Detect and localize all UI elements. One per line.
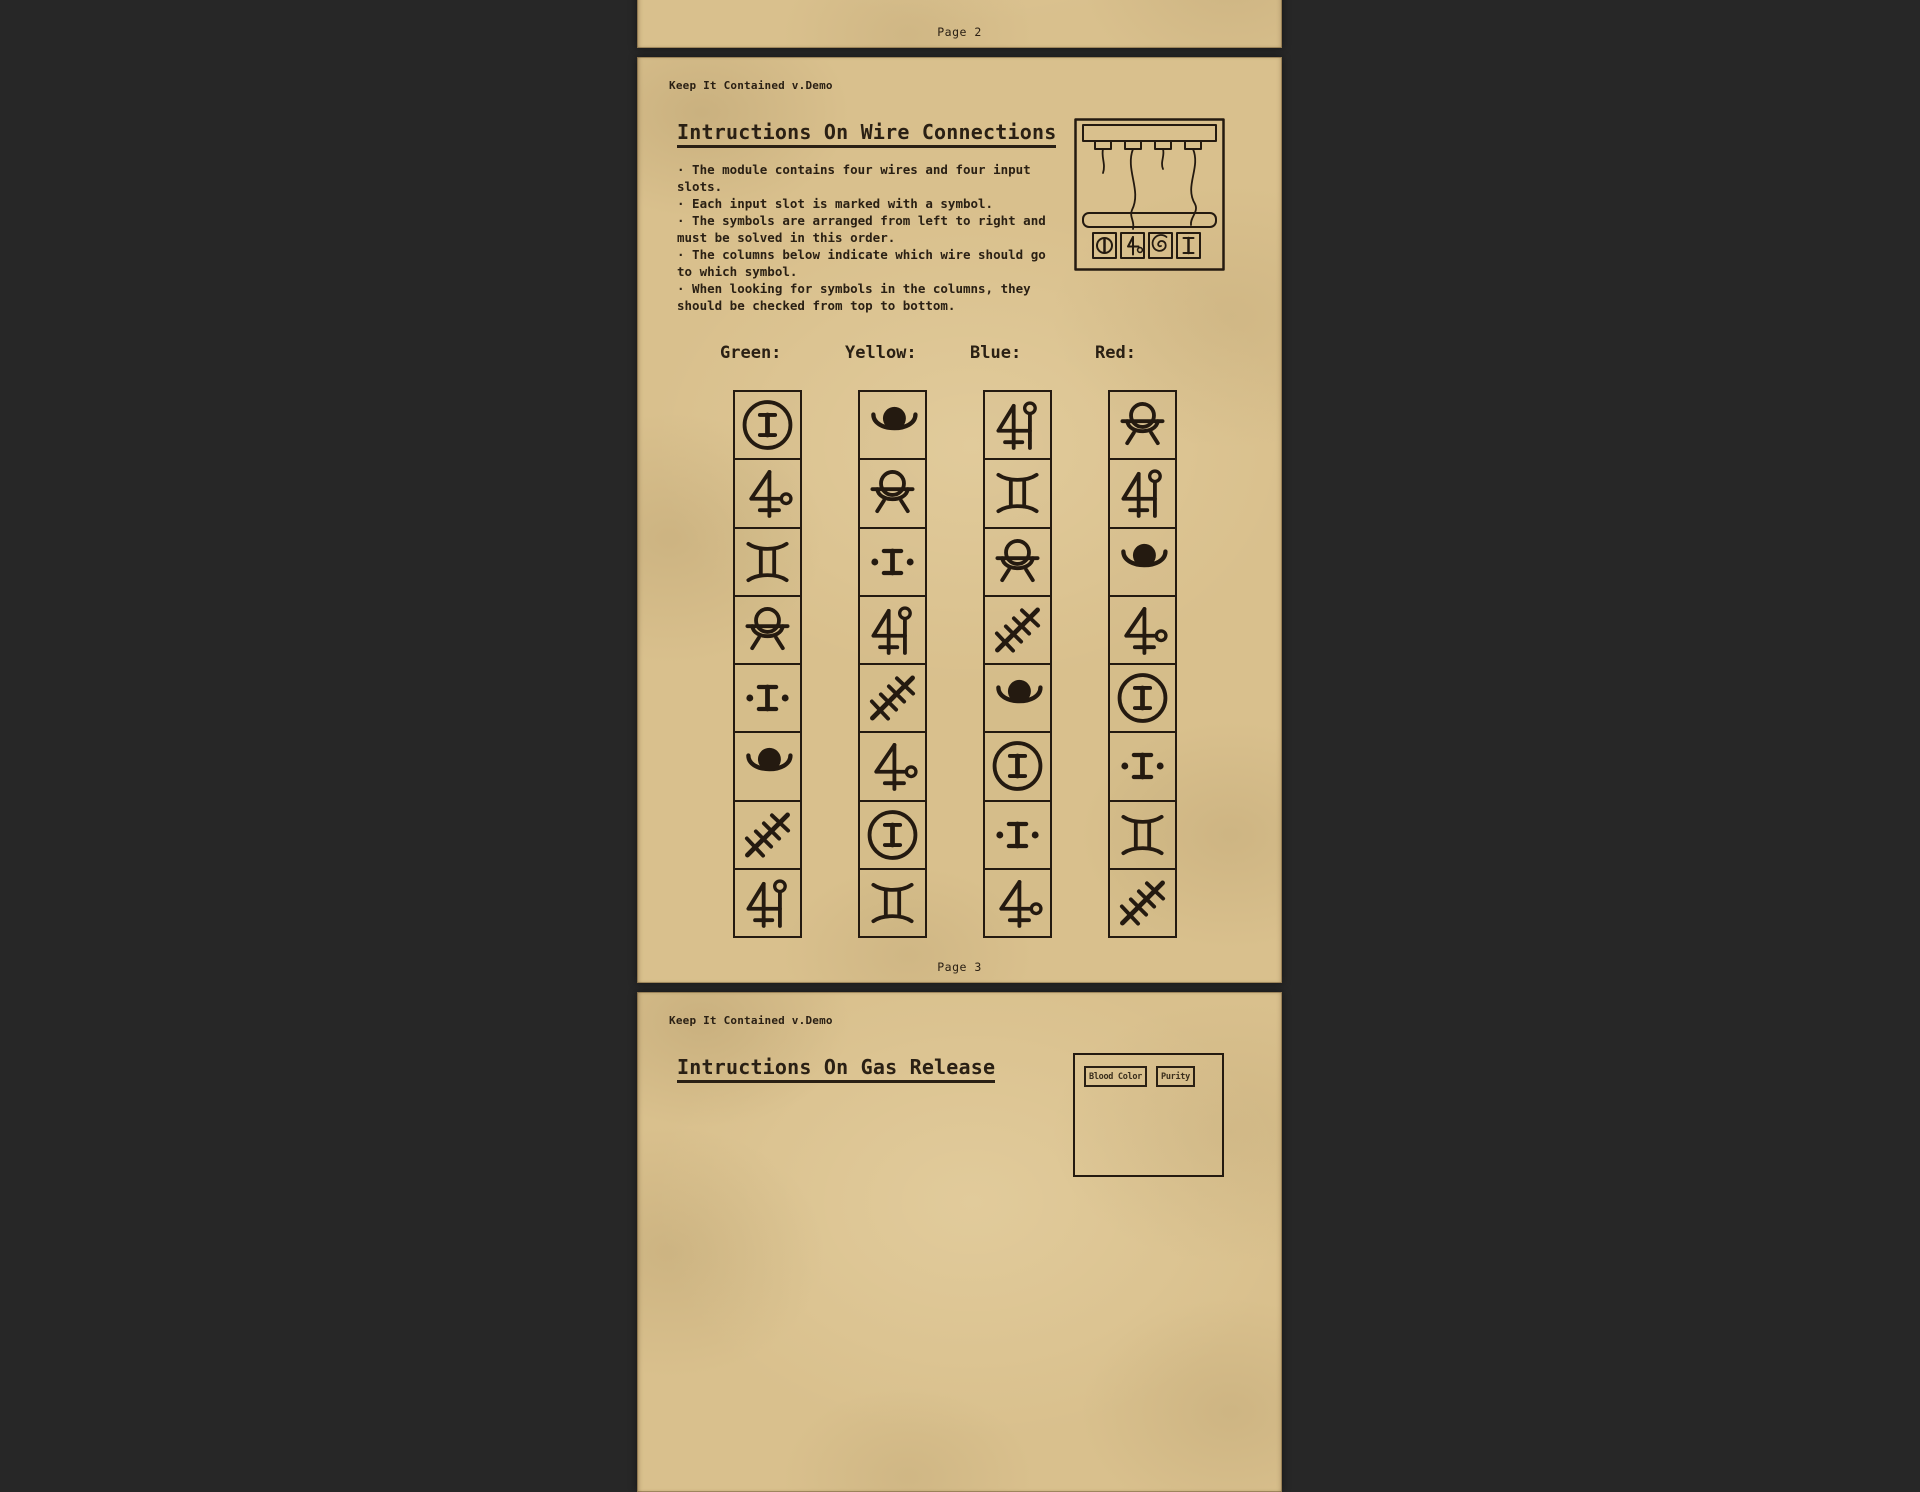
orb-cradle-icon <box>985 529 1050 595</box>
page-number: Page 2 <box>937 25 982 39</box>
symbol-cell-crosshatch <box>860 663 925 731</box>
gemini-icon <box>985 460 1050 526</box>
instruction-bullet: · The columns below indicate which wire should go to which symbol. <box>677 247 1046 279</box>
manual-page-gas-release[interactable] <box>637 992 1282 1492</box>
symbol-cell-four-staff <box>735 868 800 936</box>
spiral-icon <box>1153 235 1167 251</box>
symbol-cell-orb-cradle <box>735 595 800 663</box>
manual-page-previous[interactable] <box>637 0 1282 48</box>
serif-i-icon <box>1184 238 1194 253</box>
symbol-cell-dotted-i <box>985 800 1050 868</box>
instruction-bullet: · The symbols are arranged from left to right and must be solved in this order. <box>677 213 1046 245</box>
eclipse-icon <box>1110 529 1175 595</box>
manual-version-header: Keep It Contained v.Demo <box>669 79 833 92</box>
symbol-cell-gemini <box>735 527 800 595</box>
symbol-grid <box>858 390 927 938</box>
gas-module-diagram <box>1073 1053 1224 1177</box>
orb-cradle-icon <box>860 460 925 526</box>
eclipse-icon <box>735 733 800 799</box>
crosshatch-icon <box>985 597 1050 663</box>
crosshatch-icon <box>735 802 800 868</box>
page-title: Intructions On Wire Connections <box>677 120 1056 148</box>
wire-3 <box>1162 149 1163 169</box>
symbol-cell-four-circle <box>985 868 1050 936</box>
circled-i-icon <box>860 802 925 868</box>
orb-cradle-icon <box>735 597 800 663</box>
symbol-cell-crosshatch <box>735 800 800 868</box>
wire-module-diagram <box>1074 118 1225 271</box>
crosshatch-icon <box>860 665 925 731</box>
symbol-cell-four-circle <box>735 458 800 526</box>
manual-page-wire-connections[interactable] <box>637 57 1282 983</box>
wire-2 <box>1131 149 1135 229</box>
symbol-cell-crosshatch <box>1110 868 1175 936</box>
symbol-cell-eclipse <box>985 663 1050 731</box>
symbol-cell-dotted-i <box>735 663 800 731</box>
gemini-icon <box>860 870 925 936</box>
blood-color-label: Blood Color <box>1084 1066 1147 1087</box>
dotted-i-icon <box>1110 733 1175 799</box>
symbol-cell-four-staff <box>985 392 1050 458</box>
four-circle-icon <box>1110 597 1175 663</box>
orb-cradle-icon <box>1110 392 1175 458</box>
symbol-cell-eclipse <box>735 731 800 799</box>
symbol-cell-gemini <box>985 458 1050 526</box>
four-staff-icon <box>735 870 800 936</box>
symbol-cell-circled-i <box>860 800 925 868</box>
instruction-bullet: · Each input slot is marked with a symbol. <box>677 196 994 211</box>
four-circle-icon <box>985 870 1050 936</box>
column-header: Yellow: <box>845 343 917 363</box>
symbol-cell-eclipse <box>1110 527 1175 595</box>
four-circle-icon <box>735 460 800 526</box>
symbol-cell-eclipse <box>860 392 925 458</box>
symbol-cell-crosshatch <box>985 595 1050 663</box>
dotted-i-icon <box>735 665 800 731</box>
eclipse-icon <box>860 392 925 458</box>
instruction-bullet: · When looking for symbols in the columns, they should be checked from top to bottom. <box>677 281 1031 313</box>
symbol-cell-circled-i <box>985 731 1050 799</box>
column-header: Green: <box>720 343 782 363</box>
gemini-icon <box>735 529 800 595</box>
symbol-column-blue <box>970 343 1052 938</box>
symbol-cell-four-staff <box>860 595 925 663</box>
symbol-cell-four-circle <box>1110 595 1175 663</box>
gemini-icon <box>1110 802 1175 868</box>
symbol-grid <box>1108 390 1177 938</box>
four-circle-icon <box>1128 237 1142 255</box>
symbol-cell-orb-cradle <box>1110 392 1175 458</box>
symbol-cell-orb-cradle <box>860 458 925 526</box>
symbol-cell-four-circle <box>860 731 925 799</box>
wire-1 <box>1103 149 1104 173</box>
circled-i-icon <box>735 392 800 458</box>
dotted-i-icon <box>985 802 1050 868</box>
symbol-cell-circled-i <box>1110 663 1175 731</box>
circled-i-icon <box>1110 665 1175 731</box>
symbol-cell-four-staff <box>1110 458 1175 526</box>
column-header: Red: <box>1095 343 1136 363</box>
four-circle-icon <box>860 733 925 799</box>
symbol-column-yellow <box>845 343 927 938</box>
column-header: Blue: <box>970 343 1022 363</box>
symbol-grid <box>983 390 1052 938</box>
symbol-cell-gemini <box>1110 800 1175 868</box>
four-staff-icon <box>1110 460 1175 526</box>
symbol-cell-dotted-i <box>1110 731 1175 799</box>
symbol-cell-dotted-i <box>860 527 925 595</box>
purity-label: Purity <box>1156 1066 1195 1087</box>
manual-version-header: Keep It Contained v.Demo <box>669 1014 833 1027</box>
symbol-cell-circled-i <box>735 392 800 458</box>
four-staff-icon <box>985 392 1050 458</box>
symbol-column-red <box>1095 343 1177 938</box>
circled-bar-icon <box>1097 238 1112 253</box>
eclipse-icon <box>985 665 1050 731</box>
page-number: Page 3 <box>937 960 982 974</box>
circled-i-icon <box>985 733 1050 799</box>
symbol-cell-orb-cradle <box>985 527 1050 595</box>
symbol-cell-gemini <box>860 868 925 936</box>
page-title: Intructions On Gas Release <box>677 1055 995 1083</box>
dotted-i-icon <box>860 529 925 595</box>
four-staff-icon <box>860 597 925 663</box>
page-content <box>677 120 1225 314</box>
symbol-column-green <box>720 343 802 938</box>
crosshatch-icon <box>1110 870 1175 936</box>
instruction-bullet: · The module contains four wires and four input slots. <box>677 162 1031 194</box>
symbol-grid <box>733 390 802 938</box>
